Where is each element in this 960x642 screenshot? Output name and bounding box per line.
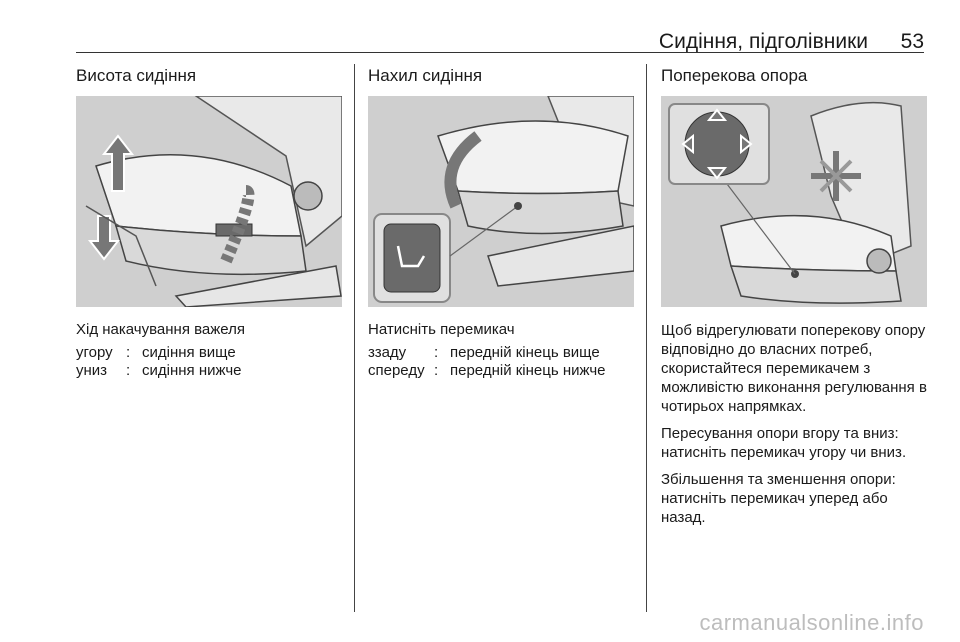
section-heading-lumbar-support: Поперекова опора [661, 66, 808, 85]
definition-value: сидіння вище [142, 344, 236, 361]
definition-key: угору [76, 344, 113, 361]
page-header-title: Сидіння, підголівники [658, 30, 868, 53]
definition-key: спереду [368, 362, 425, 379]
definition-row [368, 344, 606, 362]
definition-key: униз [76, 362, 108, 379]
figure-caption: Хід накачування важеля [76, 321, 245, 338]
paragraph: Щоб відрегулювати поперекову опору відповідно до власних потреб, скористайтеся перемикачем з можливістю виконання регулювання в чотирьох напрямках. [661, 322, 927, 415]
section-heading-seat-height: Висота сидіння [76, 66, 197, 85]
lumbar-support-description [661, 321, 933, 535]
seat-height-illustration [76, 96, 342, 307]
column-divider [354, 64, 355, 612]
header-rule [76, 52, 924, 53]
column-divider [646, 64, 647, 612]
definition-list [368, 344, 606, 380]
definition-value: сидіння нижче [142, 362, 242, 379]
definition-separator: : [434, 344, 439, 361]
section-heading-seat-tilt: Нахил сидіння [368, 66, 483, 85]
lumbar-support-illustration [661, 96, 927, 307]
seat-tilt-illustration [368, 96, 634, 307]
definition-separator: : [126, 344, 131, 361]
paragraph: Пересування опори вгору та вниз: натисніть перемикач угору чи вниз. [661, 425, 907, 461]
definition-key: ззаду [368, 344, 407, 361]
definition-list [76, 344, 242, 380]
definition-row [76, 362, 242, 380]
definition-separator: : [126, 362, 131, 379]
page-number: 53 [900, 30, 924, 53]
definition-separator: : [434, 362, 439, 379]
definition-row [76, 344, 242, 362]
figure-caption: Натисніть перемикач [368, 321, 515, 338]
watermark: carmanualsonline.info [699, 610, 924, 635]
definition-value: передній кінець нижче [450, 362, 606, 379]
definition-value: передній кінець вище [450, 344, 600, 361]
paragraph: Збільшення та зменшення опори: натисніть перемикач уперед або назад. [661, 471, 896, 526]
definition-row [368, 362, 606, 380]
